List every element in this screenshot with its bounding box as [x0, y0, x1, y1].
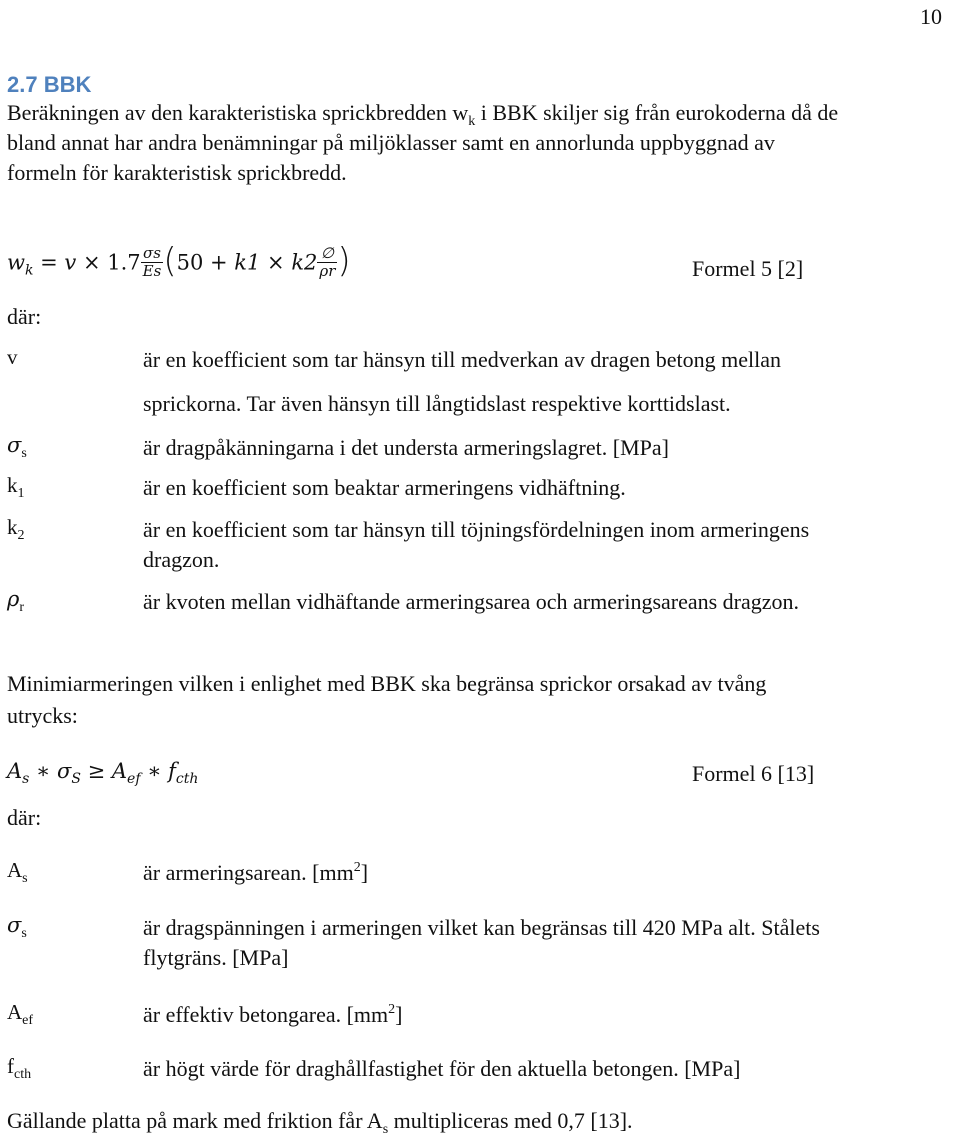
formula5-k1: k1 [234, 250, 261, 275]
def7-symbol-sigma-s [7, 913, 27, 941]
min-reinforcement-line-2: utrycks: [7, 703, 78, 728]
formula6-star-1: ∗ [29, 759, 57, 783]
def7-text-line-1: är dragspänningen i armeringen vilket kan begränsas till 420 MPa alt. Stålets [143, 915, 820, 940]
intro-line-1 [7, 98, 838, 128]
formula6-sigma-sub: S [71, 771, 81, 787]
def1-text-line-2: sprickorna. Tar även hänsyn till långtidslast respektive korttidslast. [143, 391, 731, 416]
formula5-v: v [64, 250, 77, 275]
formula5-eq: = [33, 250, 65, 275]
formula5-const: 50 [176, 250, 204, 275]
formula5-times-2: × [260, 250, 292, 275]
def4-text-line-2: dragzon. [143, 547, 220, 572]
formula-5 [7, 241, 351, 284]
formula6-f-sub: cth [175, 771, 199, 787]
def8-sub: ef [22, 1013, 34, 1028]
def9-text: är högt värde för draghållfastighet för den aktuella betongen. [MPa] [143, 1056, 741, 1081]
formula5-reference: Formel 5 [2] [692, 256, 804, 281]
formula6-Aef: A [111, 759, 128, 783]
def3-text: är en koefficient som beaktar armeringens vidhäftning. [143, 475, 626, 500]
def1-text-line-1: är en koefficient som tar hänsyn till medverkan av dragen betong mellan [143, 347, 781, 372]
formula5-k2: k2 [291, 250, 318, 275]
def8-text-a: är effektiv betongarea. [mm [143, 1002, 389, 1027]
intro-text-b: i BBK skiljer sig från eurokoderna då de [475, 100, 839, 125]
def6-sub: s [22, 871, 28, 886]
def9-sym: f [7, 1054, 14, 1078]
formula5-times-1: × [76, 250, 108, 275]
def8-text-b: ] [395, 1002, 403, 1027]
def5-sym: ρ [7, 587, 20, 611]
def3-symbol-k1 [7, 473, 25, 501]
def3-sub: 1 [17, 486, 25, 501]
def1-symbol-v [7, 345, 18, 370]
formula5-plus: + [203, 250, 235, 275]
def4-sub: 2 [17, 528, 25, 543]
formula5-frac2-den: ρr [319, 261, 336, 280]
def2-text: är dragpåkänningarna i det understa armeringslagret. [MPa] [143, 435, 669, 460]
def6-symbol-As [7, 858, 28, 886]
formula5-paren-open: ( [163, 241, 177, 281]
formula5-lhs: w [7, 250, 25, 275]
formula6-Aef-sub: ef [127, 771, 141, 787]
footer-text-b: multipliceras med 0,7 [13]. [388, 1108, 633, 1133]
min-reinforcement-line-1: Minimiarmeringen vilken i enlighet med BBK ska begränsa sprickor orsakad av tvång [7, 671, 767, 696]
def3-sym: k [7, 473, 18, 497]
footer-sub: s [382, 1122, 389, 1137]
def4-symbol-k2 [7, 515, 25, 543]
def5-text: är kvoten mellan vidhäftande armeringsarea och armeringsareans dragzon. [143, 589, 800, 614]
def2-symbol-sigma-s [7, 433, 27, 461]
def6-sup: 2 [353, 860, 361, 875]
def7-sub: s [21, 926, 27, 941]
def8-text [143, 1000, 402, 1030]
def5-symbol-rho-r [7, 587, 25, 615]
section-heading: 2.7 BBK [7, 72, 92, 97]
footer-text-a: Gällande platta på mark med friktion får A [7, 1108, 383, 1133]
formula-6 [7, 759, 199, 787]
formula5-frac1-den: Es [142, 261, 162, 280]
formula5-frac1-num: σs [141, 245, 164, 263]
def8-sup: 2 [388, 1002, 396, 1017]
def8-sym: A [7, 1000, 23, 1024]
def5-sub: r [19, 600, 25, 615]
formula6-reference: Formel 6 [13] [692, 761, 815, 786]
def7-text-line-2: flytgräns. [MPa] [143, 945, 289, 970]
intro-text-a: Beräkningen av den karakteristiska sprickbredden w [7, 100, 469, 125]
dar-label-1: där: [7, 304, 42, 329]
dar-label-2: där: [7, 805, 42, 830]
formula6-As: A [7, 759, 23, 783]
def8-symbol-Aef [7, 1000, 34, 1028]
formula5-fraction-1 [141, 245, 164, 280]
formula6-geq: ≥ [80, 759, 112, 783]
formula5-frac2-num: ∅ [317, 245, 337, 263]
def9-symbol-fcth [7, 1054, 32, 1082]
def1-sym: v [7, 345, 18, 369]
formula6-sigma: σ [56, 759, 72, 783]
page-number: 10 [920, 4, 942, 29]
formula5-lhs-sub: k [24, 262, 34, 279]
def2-sub: s [21, 446, 27, 461]
def4-text-line-1: är en koefficient som tar hänsyn till töjningsfördelningen inom armeringens [143, 517, 810, 542]
def6-text [143, 858, 368, 888]
footer-note [7, 1106, 633, 1136]
def6-sym: A [7, 858, 23, 882]
intro-line-2: bland annat har andra benämningar på miljöklasser samt en annorlunda uppbyggnad av [7, 130, 775, 155]
def4-sym: k [7, 515, 18, 539]
def7-sym: σ [7, 913, 22, 937]
formula6-star-2: ∗ [140, 759, 169, 783]
def6-text-b: ] [360, 860, 369, 885]
formula5-fraction-2 [317, 245, 337, 280]
intro-line-3: formeln för karakteristisk sprickbredd. [7, 160, 347, 185]
def2-sym: σ [7, 433, 22, 457]
formula6-f: f [168, 759, 176, 783]
intro-sub: k [468, 114, 476, 129]
def6-text-a: är armeringsarean. [mm [143, 860, 354, 885]
formula5-coef: 1.7 [107, 250, 141, 275]
def9-sub: cth [14, 1067, 32, 1082]
formula6-As-sub: s [22, 771, 30, 787]
formula5-paren-close: ) [337, 241, 351, 281]
